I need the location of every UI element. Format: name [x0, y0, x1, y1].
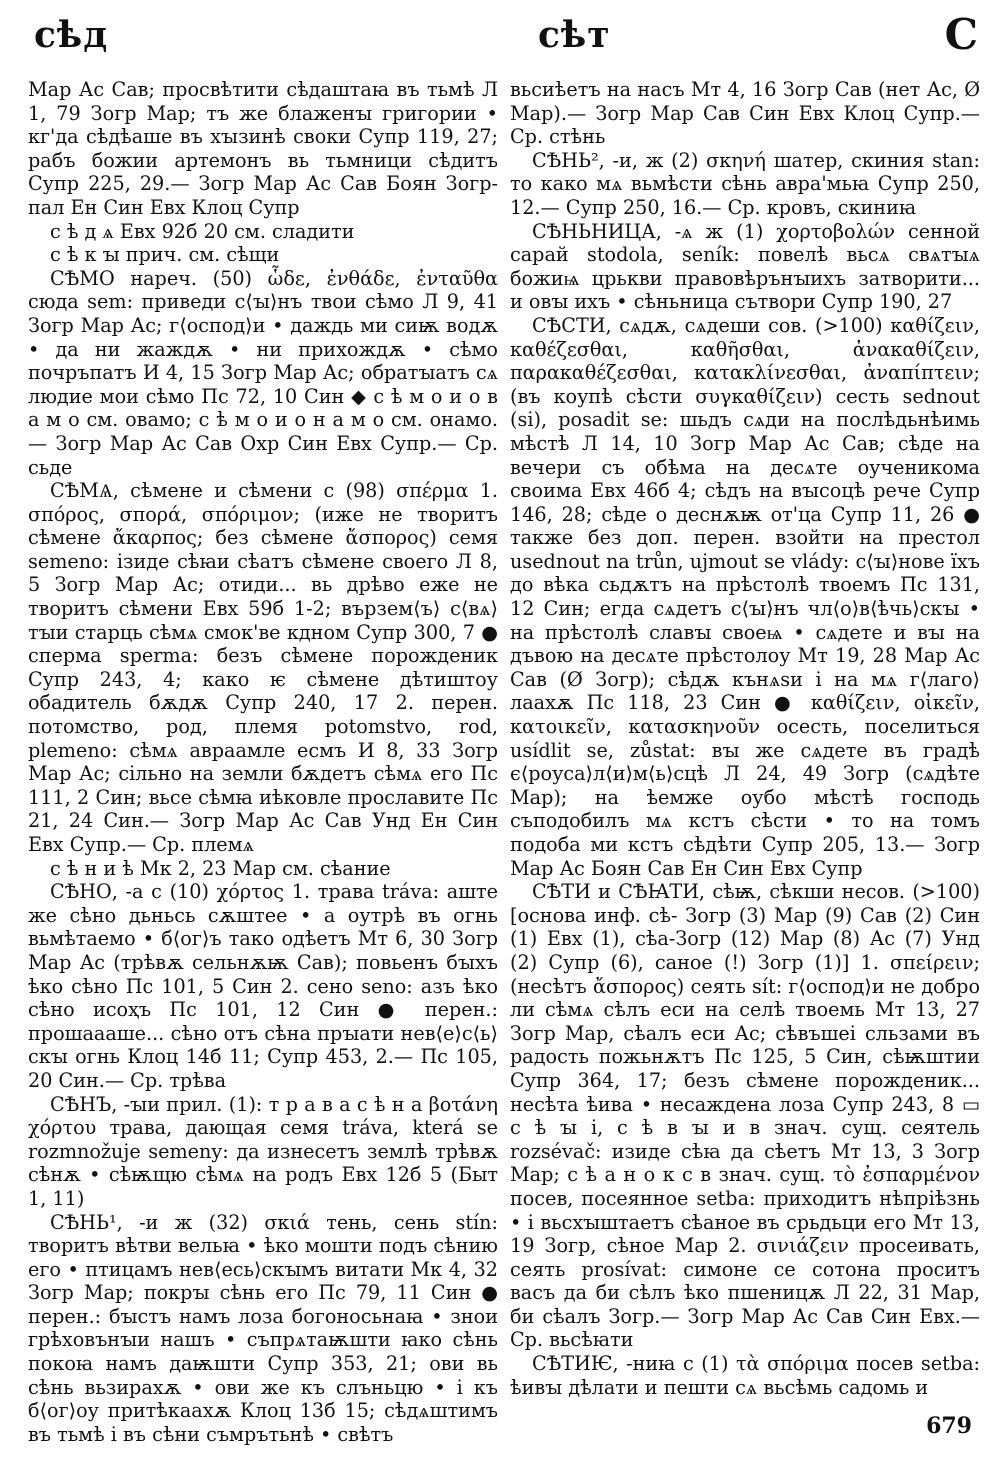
running-head-center: сѣт	[538, 14, 611, 56]
dictionary-entry: СѢМѦ, сѣмене и сѣмени с (98) σπέρμα 1. σπόρος, σπορά, σπόριμον; (иже не творитъ сѣмене ἄκαρπος; без сѣмене ἄσπορος) семя semeno: ізиде сѣꙗи сѣатъ сѣмене своего Л 8, 5 Зогр Мар Ас; отиди... вь дрѣво еже не творитъ сѣмени Евх 59б 1-2; вързем⟨ъ⟩ с⟨вѧ⟩тꙑи старць сѣмѧ смок'ве кдном Супр 300, 7 ● сперма sperma: безъ сѣмене порожденик Супр 243, 4; како ѥ сѣмене дѣтиштоу обадитель бѫдѫ Супр 240, 17 2. перен. потомство, род, племя potomstvo, rod, plemeno: сѣмѧ авраамле есмъ И 8, 33 Зогр Мар Ас; сільно на земли бѫдетъ сѣмѧ его Пс 111, 2 Син; вьсе сѣмꙗ иѣковле прославите Пс 21, 24 Син.— Зогр Мар Ас Сав Унд Ен Син Евх Супр.— Ср. племѧ	[28, 479, 498, 856]
page-header	[28, 10, 978, 64]
dictionary-entry: СѢТИ и СѢꙖТИ, сѣѭ, сѣкши несов. (>100) [основа инф. сѣ- Зогр (3) Мар (9) Сав (2) Син (1) Евх (1), сѣа-Зогр (12) Мар (8) Ас (7) Унд (2) Супр (6), саное (!) Зогр (1)] 1. σπείρειν; (несѣтъ ἄσπορος) сеять sít: г⟨оспод⟩и не добро ли сѣмѧ сѣлъ еси на селѣ твоемь Мт 13, 27 Зогр Мар, сѣалъ еси Ас; сѣвъшеі сльзами въ радость пожьнѫтъ Пс 125, 5 Син, сѣѭштии Супр 364, 17; безъ сѣмене порожденик... несѣта ѣива • несаждена лоза Супр 243, 8 ▭ с ѣ ꙑ і, с ѣ в ꙑ и в знач. сущ. сеятель rozsévač: изиде сѣꙗ да сѣетъ Мт 13, 3 Зогр Мар; с ѣ а н о к с в знач. сущ. τὸ ἐσπαρμένον посев, посеянное setba: приходитъ нѣпріѣзнь • і вьсхꙑштаетъ сѣаное въ срьдьци его Мт 13, 19 Зогр, сѣное Мар 2. σινιάζειν просеивать, сеять prosívat: симоне се сотона проситъ васъ да би сѣлъ ѣко пшеницѫ Л 22, 31 Мар, би сѣалъ Зогр.— Зогр Мар Ас Сав Син Евх.— Ср. вьсѣꙗти	[510, 880, 980, 1352]
entry-text: с ѣ д ѧ Евх 92б 20 см. сладити	[50, 219, 355, 243]
section-letter: С	[944, 10, 978, 59]
running-head-left: сѣд	[34, 14, 109, 56]
entry-text: Мар Ас Сав; просвѣтити сѣдаштаꙗ въ тьмѣ Л 1, 79 Зогр Мар; тъ же блаженꙑ григории • кг'да сѣдѣаше въ хꙑзинѣ своки Супр 119, 27; рабъ божии артемонъ вь тьмници сѣдитъ Супр 225, 29.— Зогр Мар Ас Сав Боян Зогр-пал Ен Син Евх Клоц Супр	[28, 78, 498, 219]
entry-text: с ѣ н и ѣ Мк 2, 23 Мар см. сѣание	[50, 856, 391, 880]
entry-text: с ѣ к ꙑ прич. см. сѣщи	[50, 243, 280, 267]
dictionary-entry: СѢНЪ, -ꙑи прил. (1): т р а в а с ѣ н а βοτάνη χόρτου трава, дающая семя tráva, která se rozmnožuje semeny: да изнесетъ землѣ трѣвѫ сѣнѫ • сѣѭщю сѣмѧ на родъ Евх 12б 5 (Быт 1, 11)	[28, 1092, 498, 1210]
dictionary-entry: СѢНЬ¹, -и ж (32) σκιά тень, сень stín: творитъ вѣтви вельꙗ • ѣко мошти подъ сѣнию его • птицамъ нев⟨есь⟩скꙑмъ витати Мк 4, 32 Зогр Мар; покрꙑ сѣнь его Пс 79, 11 Син ● перен.: бꙑстъ намъ лоза богоносьнаꙗ • знои грѣховънꙑи нашъ • съпрѧтаѭшти ꙗко сѣнь покоꙗ намъ даѭшти Супр 353, 21; ови вь сѣнь вьзирахѫ • ови же къ слъньцю • і къ б⟨ог⟩оу притѣкаахѫ Клоц 13б 15; сѣдѧштимъ въ тьмѣ і въ сѣни съмрътьнѣ • свѣтъ	[28, 1210, 498, 1446]
left-column	[28, 78, 498, 1446]
dictionary-entry: СѢНЬНИЦА, -ѧ ж (1) χορτοβολών сенной сарай stodola, seník: повелѣ вьсѧ свѧтꙑѧ божиѩ црькви правовѣрънꙑихъ затворити... и овꙑ ихъ • сѣньница сътвори Супр 190, 27	[510, 219, 980, 314]
dictionary-entry: СѢСТИ, сѧдѫ, сѧдеши сов. (>100) καθίζειν, καθέζεσθαι, καθῆσθαι, ἀνακαθίζειν, παρακαθέζεσθαι, κατακλίνεσθαι, ἀναπίπτειν; (въ коупѣ сѣсти συγκαθίζειν) сесть sednout (si), posadit se: шьдъ сѧди на послѣдьнѣимь мѣстѣ Л 14, 10 Зогр Мар Ас Сав; сѣде на вечери съ обѣма на десѧте оученикома своима Евх 46б 4; сѣдъ на вꙑсоцѣ рече Супр 146, 28; сѣде о деснѫѭ от'ца Супр 11, 26 ● также без доп. перен. взойти на престол usednout na trůn, ujmout se vlády: с⟨ꙑ⟩нове їхъ до вѣка сьдѫтъ на прѣстолѣ твоемъ Пс 131, 12 Син; егда сѧдетъ с⟨ꙑ⟩нъ чл⟨о⟩в⟨ѣчь⟩скꙑ • на прѣстолѣ славꙑ своеѩ • сѧдете и вꙑ на дъвою на десѧте прѣстолоу Мт 19, 28 Мар Ас Сав (Ø Зогр); сѣдѫ кънѧѕи і на мѧ г⟨лаго⟩лаахѫ Пс 118, 23 Син ● καθίζειν, οἰκεῖν, κατοικεῖν, κατασκηνοῦν осесть, поселиться usídlit se, zůstat: вꙑ же сѧдете въ градѣ є⟨роуса⟩л⟨и⟩м⟨ь⟩сцѣ Л 24, 49 Зогр (сѧдѣте Мар); на ѣемже оубо мѣстѣ господь съподобилъ мѧ кстъ сѣсти • то на томъ подоба ми кстъ сѣдѣти Супр 205, 13.— Зогр Мар Ас Боян Сав Ен Син Евх Супр	[510, 313, 980, 880]
dictionary-entry: СѢТИѤ, -ниꙗ с (1) τὰ σπόριμα посев setba: ѣивꙑ дѣлати и пешти сѧ вьсѣмь садомь и	[510, 1352, 980, 1399]
dictionary-entry: СѢНО, -а с (10) χόρτος 1. трава tráva: аште же сѣно дьньсь сѫштее • а оутрѣ въ огнь вьмѣтаемо • б⟨ог⟩ъ тако одѣетъ Мт 6, 30 Зогр Мар Ас (трѣвѫ сельнѫѭ Сав); повьенъ бꙑхъ ѣко сѣно Пс 101, 5 Син 2. сено seno: азъ ѣко сѣно исоҳъ Пс 101, 12 Син ● перен.: прошаааше... сѣно отъ сѣна прꙑати нев⟨е⟩с⟨ь⟩скꙑ огнь Клоц 14б 11; Супр 453, 2.— Пс 105, 20 Син.— Ср. трѣва	[28, 880, 498, 1092]
entry-text: вьсиѣетъ на насъ Мт 4, 16 Зогр Сав (нет Ас, Ø Мар).— Зогр Мар Сав Син Евх Клоц Супр.— Ср. стѣнь	[510, 78, 980, 149]
page-number: 679	[926, 1413, 972, 1439]
dictionary-entry: СѢНЬ², -и, ж (2) σκηνή шатер, скиния stan: то како мѧ вьмѣсти сѣнь авра'мьꙗ Супр 250, 12.— Супр 250, 16.— Ср. кровъ, скиниꙗ	[510, 148, 980, 219]
dictionary-entry: СѢМО нареч. (50) ὧδε, ἐνθάδε, ἐνταῦθα сюда sem: приведи с⟨ꙑ⟩нъ твои сѣмо Л 9, 41 Зогр Мар Ас; г⟨оспод⟩и • даждь ми сиѭ водѫ • да ни жаждѫ • ни прихождѫ • сѣмо почръпатъ И 4, 15 Зогр Мар Ас; обратꙑатъ сѧ людие мои сѣмо Пс 72, 10 Син ◆ с ѣ м о и о в а м о см. овамо; с ѣ м о и о н а м о см. онамо.— Зогр Мар Ас Сав Охр Син Евх Супр.— Ср. сьде	[28, 266, 498, 479]
right-column	[510, 78, 980, 1399]
